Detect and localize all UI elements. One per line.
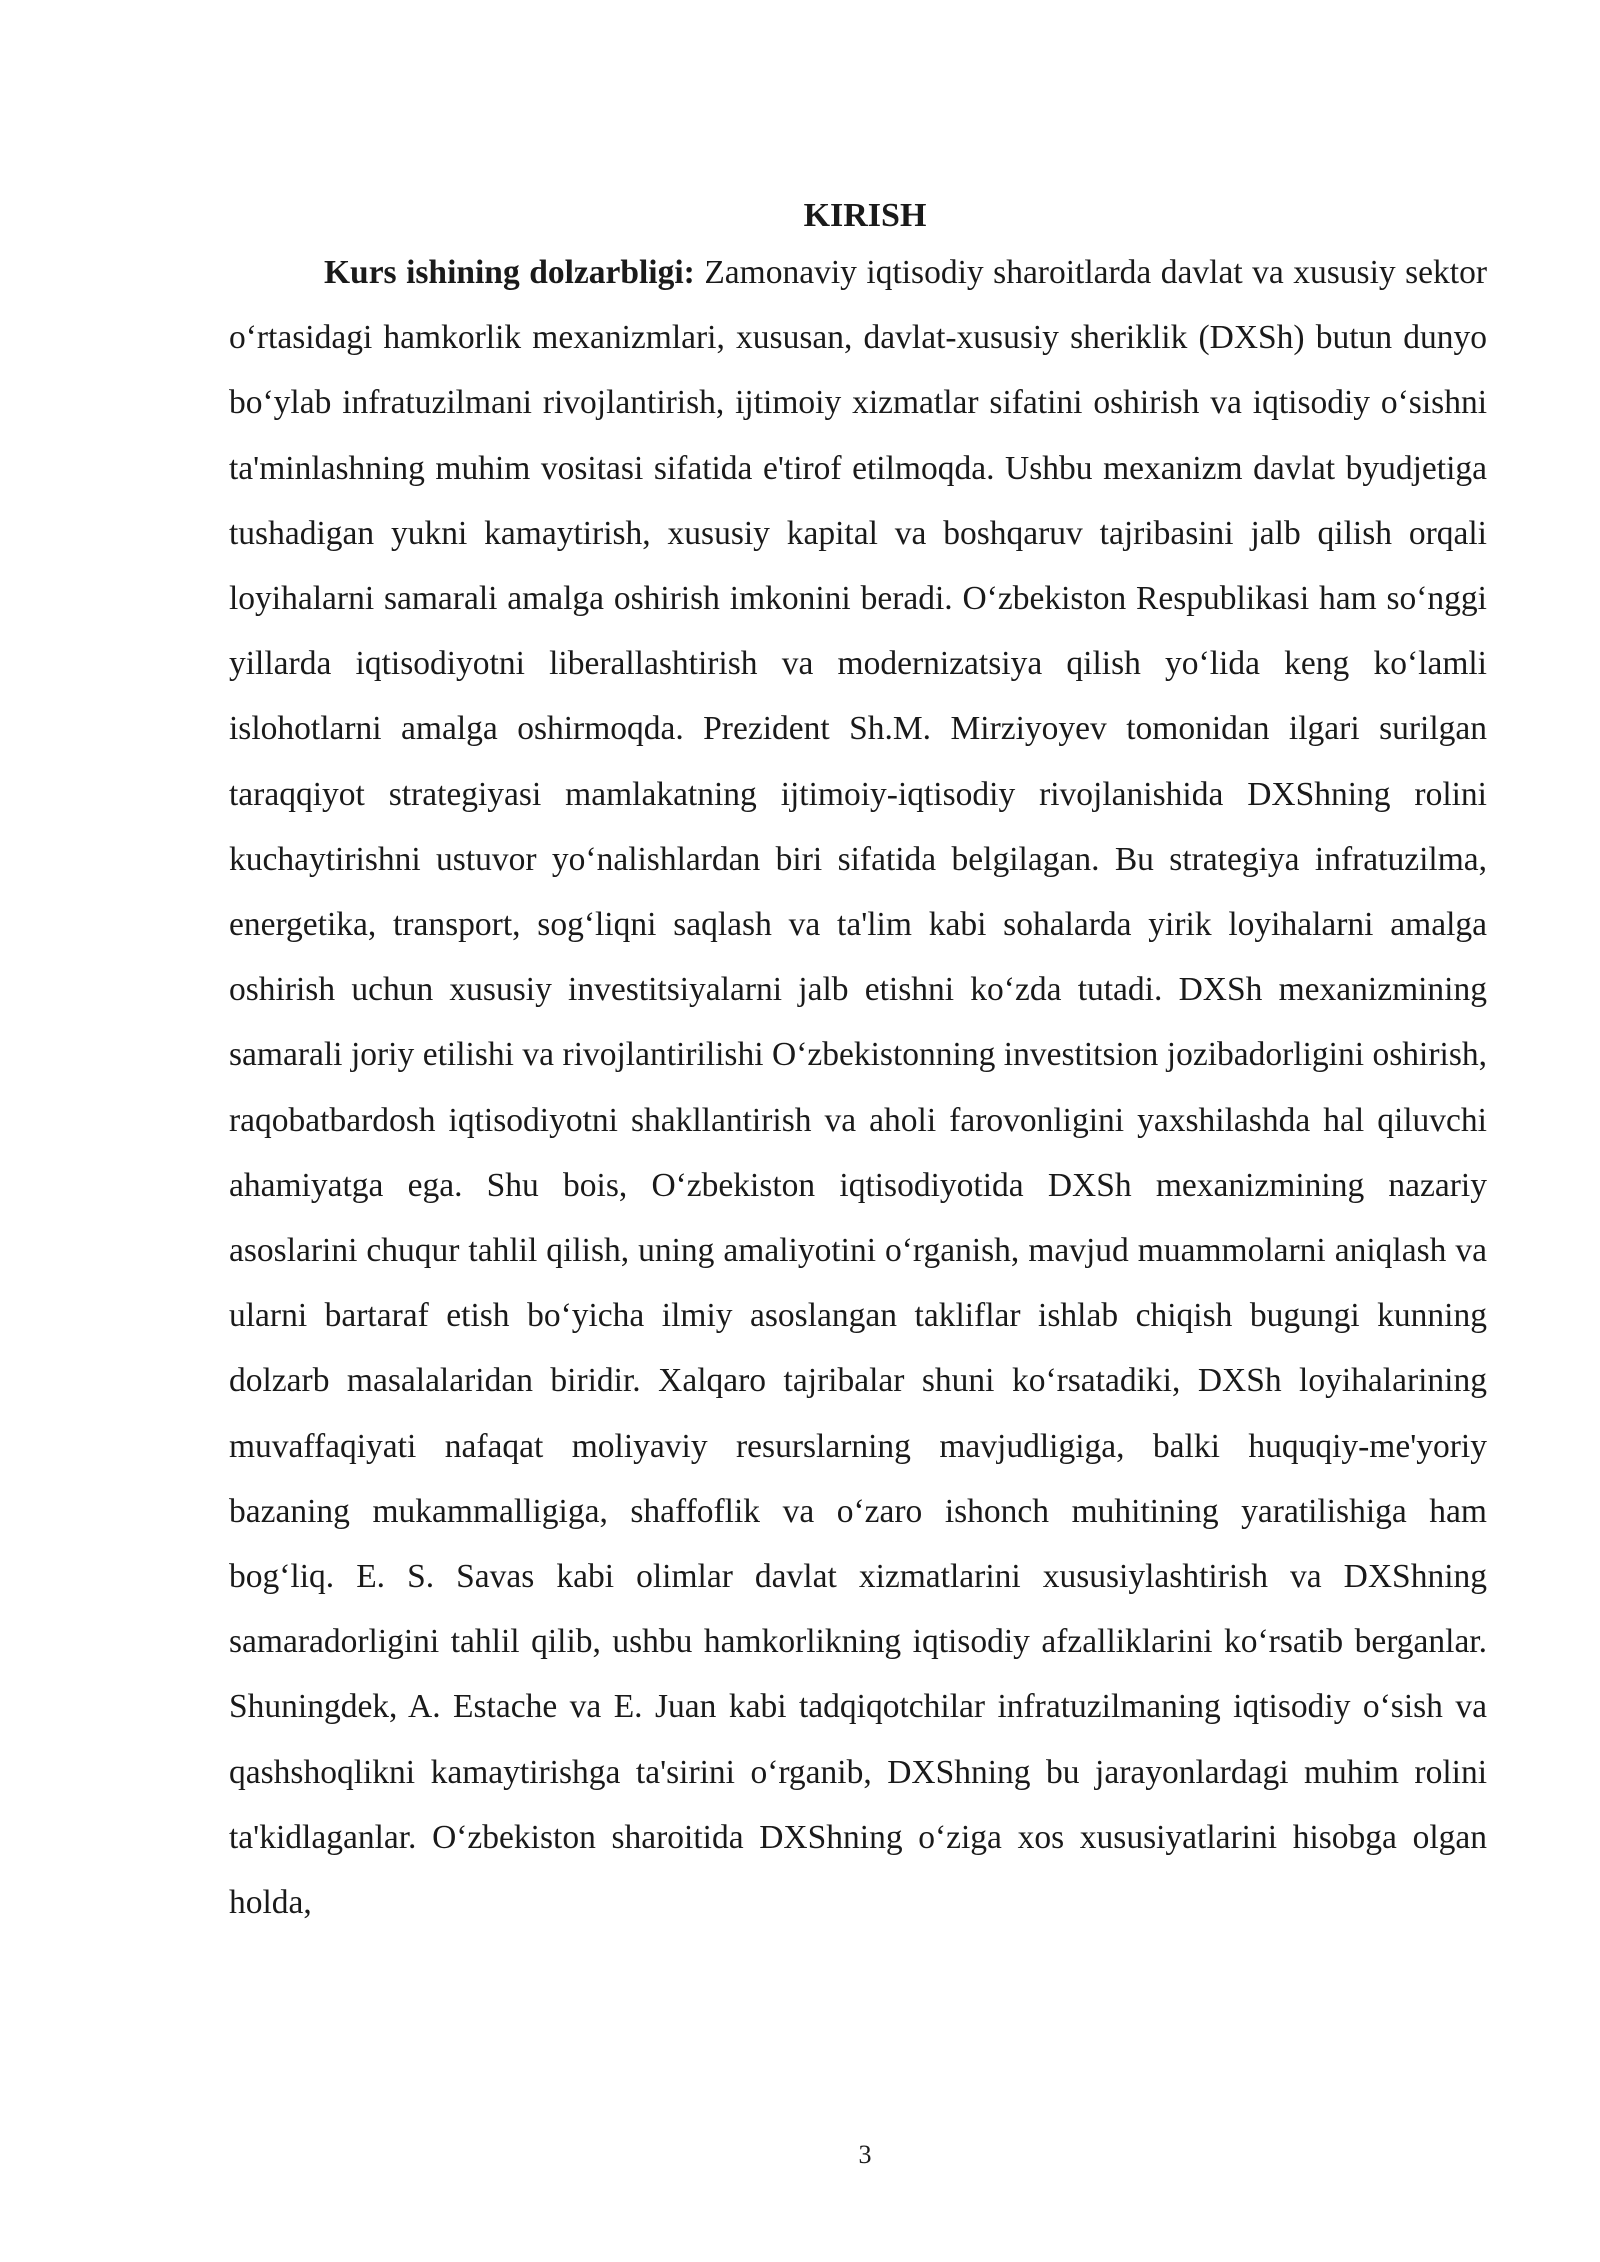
paragraph-text: Zamonaviy iqtisodiy sharoitlarda davlat va xususiy sektor o‘rtasidagi hamkorlik mexanizmlari, xususan, davlat-xususiy sheriklik (DXSh) butun dunyo bo‘ylab infratuzilmani rivojlantirish, ijtimoiy xizmatlar sifatini oshirish va iqtisodiy o‘sishni ta'minlashning muhim vositasi sifatida e'tirof etilmoqda. Ushbu mexanizm davlat byudjetiga tushadigan yukni kamaytirish, xususiy kapital va boshqaruv tajribasini jalb qilish orqali loyihalarni samarali amalga oshirish imkonini beradi. O‘zbekiston Respublikasi ham so‘nggi yillarda iqtisodiyotni liberallashtirish va modernizatsiya qilish yo‘lida keng ko‘lamli islohotlarni amalga oshirmoqda. Prezident Sh.M. Mirziyoyev tomonidan ilgari surilgan taraqqiyot strategiyasi mamlakatning ijtimoiy-iqtisodiy rivojlanishida DXShning rolini kuchaytirishni ustuvor yo‘nalishlardan biri sifatida belgilagan. Bu strategiya infratuzilma, energetika, transport, sog‘liqni saqlash va ta'lim kabi sohalarda yirik loyihalarni amalga oshirish uchun xususiy investitsiyalarni jalb etishni ko‘zda tutadi. DXSh mexanizmining samarali joriy etilishi va rivojlantirilishi O‘zbekistonning investitsion jozibadorligini oshirish, raqobatbardosh iqtisodiyotni shakllantirish va aholi farovonligini yaxshilashda hal qiluvchi ahamiyatga ega. Shu bois, O‘zbekiston iqtisodiyotida DXSh mexanizmining nazariy asoslarini chuqur tahlil qilish, uning amaliyotini o‘rganish, mavjud muammolarni aniqlash va ularni bartaraf etish bo‘yicha ilmiy asoslangan takliflar ishlab chiqish bugungi kunning dolzarb masalalaridan biridir. Xalqaro tajribalar shuni ko‘rsatadiki, DXSh loyihalarining muvaffaqiyati nafaqat moliyaviy resurslarning mavjudligiga, balki huquqiy-me'yoriy bazaning mukammalligiga, shaffoflik va o‘zaro ishonch muhitining yaratilishiga ham bog‘liq. E. S. Savas kabi olimlar davlat xizmatlarini xususiylashtirish va DXShning samaradorligini tahlil qilib, ushbu hamkorlikning iqtisodiy afzalliklarini ko‘rsatib berganlar. Shuningdek, A. Estache va E. Juan kabi tadqiqotchilar infratuzilmaning iqtisodiy o‘sish va qashshoqlikni kamaytirishga ta'sirini o‘rganib, DXShning bu jarayonlardagi muhim rolini ta'kidlaganlar. O‘zbekiston sharoitida DXShning o‘ziga xos xususiyatlarini hisobga olgan holda, — [229, 254, 1487, 1922]
body-paragraph — [229, 240, 1487, 1935]
section-heading: KIRISH — [803, 197, 927, 234]
paragraph-lead: Kurs ishining dolzarbligi: — [324, 254, 695, 291]
page-number: 3 — [858, 2140, 872, 2169]
